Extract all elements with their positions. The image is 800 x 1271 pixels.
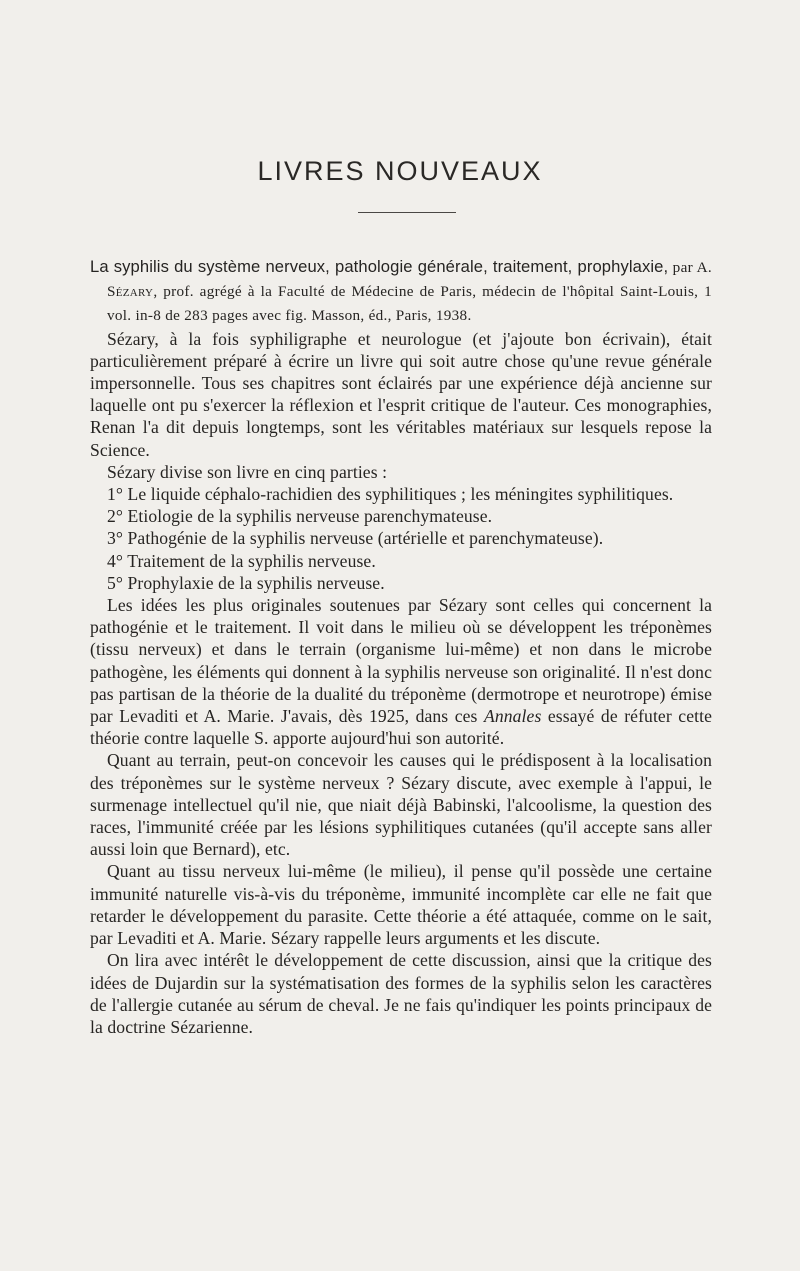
paragraph-text: essayé de réfuter cette théorie contre laquelle S. apporte aujourd'hui son autorité. xyxy=(90,706,712,749)
book-reference xyxy=(90,255,712,328)
paragraph: Sézary divise son livre en cinq parties : xyxy=(107,461,388,482)
paragraph: On lira avec intérêt le développement de cette discussion, ainsi que la critique des idées de Dujardin sur la systématisation des formes de la syphilis selon les caractères de l'allergie cutanée au sérum de cheval. Je ne fais qu'indiquer les points principaux de la doctrine Sézarienne. xyxy=(90,950,712,1037)
heading-divider xyxy=(358,212,456,213)
book-author: Sézary xyxy=(107,283,154,301)
page-heading: LIVRES NOUVEAUX xyxy=(257,156,543,186)
book-title: La syphilis du système nerveux, pathologie générale, traitement, prophylaxie, xyxy=(90,257,669,276)
paragraph: Quant au terrain, peut-on concevoir les causes qui le prédisposent à la localisation des tréponèmes sur le système nerveux ? Sézary discute, avec exemple à l'appui, le surmenage intellectuel qu'il nie, que niait déjà Babinski, l'alcoolisme, la question des races, l'immunité créée par les lésions syphilitiques cutanées (qu'il accepte sans aller aussi loin que Bernard), etc. xyxy=(90,750,712,860)
part-item: 4° Traitement de la syphilis nerveuse. xyxy=(107,550,376,571)
paragraph-text: Les idées les plus originales soutenues par Sézary sont celles qui concernent la pathogénie et le traitement. Il voit dans le milieu où se développent les tréponèmes (tissu nerveux) et dans le terrain (organisme lui-même) et non dans le microbe pathogène, les éléments qui donnent à la syphilis nerveuse son originalité. Il n'est donc pas partisan de la théorie de la dualité du tréponème (dermotrope et neurotrope) émise par Levaditi et A. Marie. J'avais, dès 1925, dans ces xyxy=(90,595,712,727)
part-item: 1° Le liquide céphalo-rachidien des syphilitiques ; les méningites syphilitiques. xyxy=(107,484,674,505)
journal-name: Annales xyxy=(484,706,542,727)
book-details: , prof. agrégé à la Faculté de Médecine de Paris, médecin de l'hôpital Saint-Louis, 1 vol. in-8 de 283 pages avec fig. Masson, éd., Paris, 1938. xyxy=(107,283,712,325)
reference-by: par A. xyxy=(668,259,712,276)
review-body xyxy=(90,255,712,1038)
paragraph xyxy=(90,594,712,749)
part-item: 3° Pathogénie de la syphilis nerveuse (artérielle et parenchymateuse). xyxy=(107,528,604,549)
part-item: 2° Etiologie de la syphilis nerveuse parenchymateuse. xyxy=(107,506,493,527)
paragraph: Quant au tissu nerveux lui-même (le milieu), il pense qu'il possède une certaine immunité naturelle vis-à-vis du tréponème, immunité incomplète car elle ne fait que retarder le développement du parasite. Cette théorie a été attaquée, comme on le sait, par Levaditi et A. Marie. Sézary rappelle leurs arguments et les discute. xyxy=(90,861,712,949)
part-item: 5° Prophylaxie de la syphilis nerveuse. xyxy=(107,572,385,593)
paragraph: Sézary, à la fois syphiligraphe et neurologue (et j'ajoute bon écrivain), était particulièrement préparé à écrire un livre qui soit autre chose qu'une revue générale impersonnelle. Tous ses chapitres sont éclairés par une expérience déjà ancienne sur laquelle ont pu s'exercer la réflexion et l'esprit critique de l'auteur. Ces monographies, Renan l'a dit depuis longtemps, sont les véritables matériaux sur lesquels repose la Science. xyxy=(90,328,712,460)
